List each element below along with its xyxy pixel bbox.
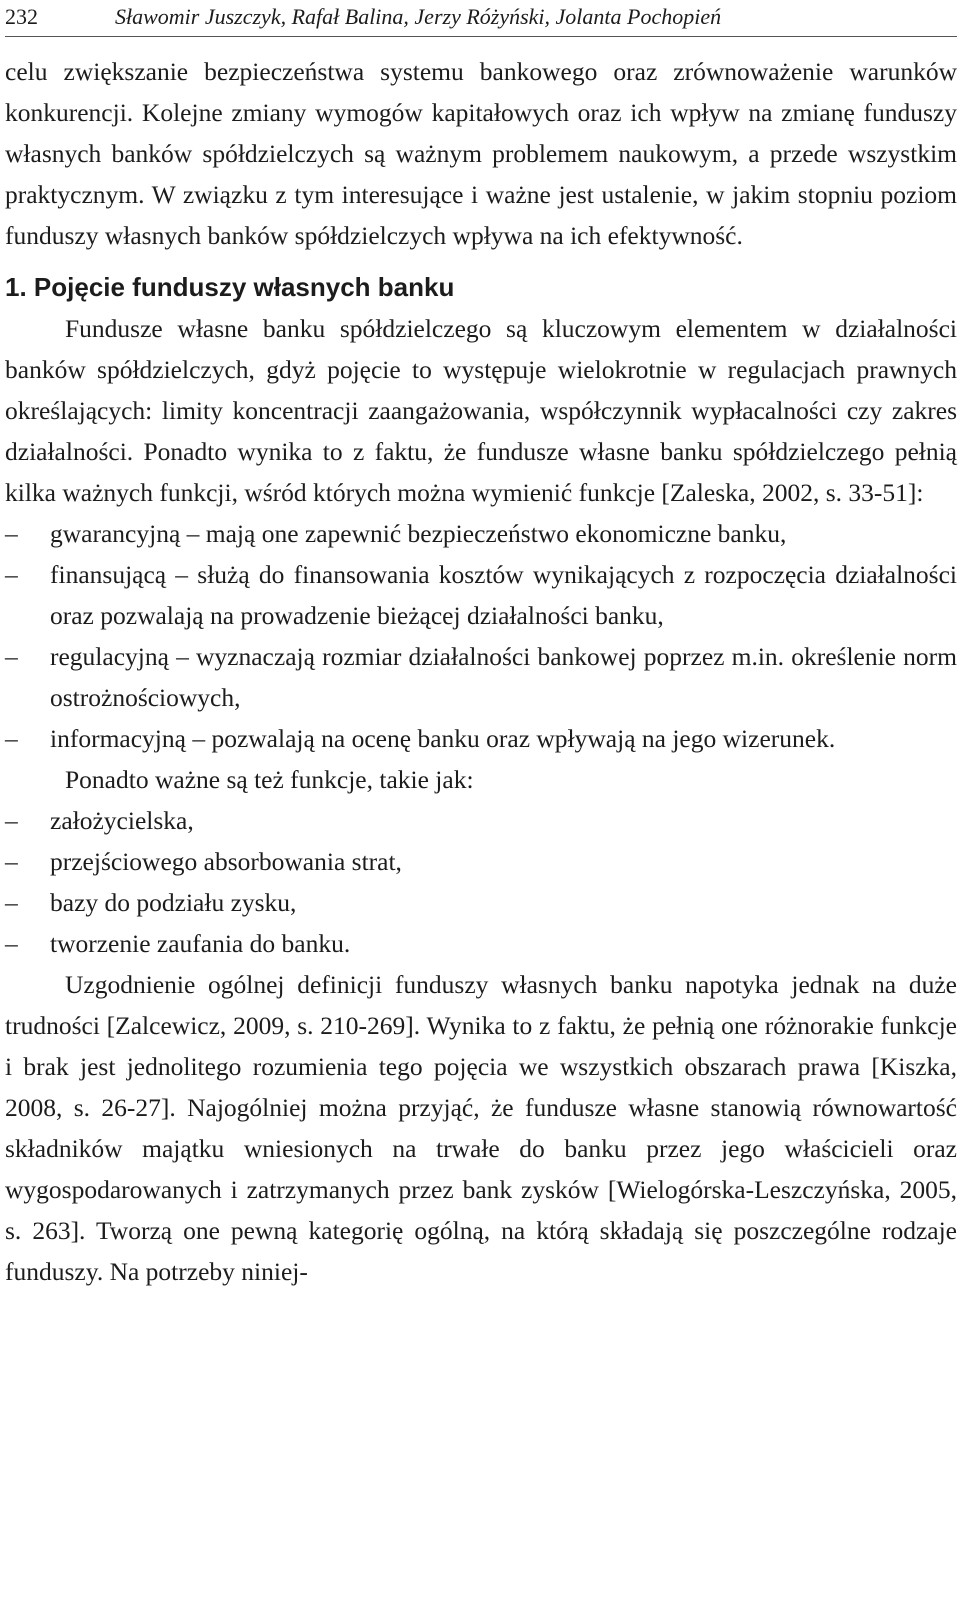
list-item-text: informacyjną – pozwalają na ocenę banku oraz wpływają na jego wizerunek. xyxy=(50,724,836,753)
running-header xyxy=(5,0,957,37)
list-item-trust xyxy=(5,923,957,964)
dash-bullet: – xyxy=(5,929,18,958)
dash-bullet: – xyxy=(5,847,18,876)
section-paragraph-1: Fundusze własne banku spółdzielczego są kluczowym elementem w działalności banków spółdzielczych, gdyż pojęcie to występuje wielokrotnie w regulacjach prawnych określających: limity koncentracji zaangażowania, współczynnik wypłacalności czy zakres działalności. Ponadto wynika to z faktu, że fundusze własne banku spółdzielczego pełnią kilka ważnych funkcji, wśród których można wymienić funkcje [Zaleska, 2002, s. 33-51]: xyxy=(5,314,957,507)
functions-list xyxy=(5,513,957,759)
list-item-founding xyxy=(5,800,957,841)
dash-bullet: – xyxy=(5,806,18,835)
dash-bullet: – xyxy=(5,519,18,548)
list-item-text: regulacyjną – wyznaczają rozmiar działalności bankowej poprzez m.in. określenie norm ostrożnościowych, xyxy=(50,642,957,712)
list-item-profit-distribution xyxy=(5,882,957,923)
header-authors: Sławomir Juszczyk, Rafał Balina, Jerzy Różyński, Jolanta Pochopień xyxy=(115,4,722,29)
list-item-text: przejściowego absorbowania strat, xyxy=(50,847,402,876)
dash-bullet: – xyxy=(5,642,18,671)
list-item-regulatory xyxy=(5,636,957,718)
section-paragraph-3: Uzgodnienie ogólnej definicji funduszy własnych banku napotyka jednak na duże trudności [Zalcewicz, 2009, s. 210-269]. Wynika to z faktu, że pełnią one różnorakie funkcje i brak jest jednolitego rozumienia tego pojęcia we wszystkich obszarach prawa [Kiszka, 2008, s. 26-27]. Najogólniej można przyjąć, że fundusze własne stanowią równowartość składników majątku wniesionych na trwałe do banku przez jego właścicieli oraz wygospodarowanych i zatrzymanych przez bank zysków [Wielogórska-Leszczyńska, 2005, s. 263]. Tworzą one pewną kategorię ogólną, na którą składają się poszczególne rodzaje funduszy. Na potrzeby niniej- xyxy=(5,970,957,1286)
list-item-guarantee xyxy=(5,513,957,554)
intro-paragraph: celu zwiększanie bezpieczeństwa systemu bankowego oraz zrównoważenie warunków konkurencji. Kolejne zmiany wymogów kapitałowych oraz ich wpływ na zmianę funduszy własnych banków spółdzielczych są ważnym problemem naukowym, a przede wszystkim praktycznym. W związku z tym interesujące i ważne jest ustalenie, w jakim stopniu poziom funduszy własnych banków spółdzielczych wpływa na ich efektywność. xyxy=(5,57,957,250)
body-text xyxy=(5,51,957,1292)
dash-bullet: – xyxy=(5,888,18,917)
section-heading: 1. Pojęcie funduszy własnych banku xyxy=(5,272,455,302)
list-item-financing xyxy=(5,554,957,636)
list-item-text: tworzenie zaufania do banku. xyxy=(50,929,351,958)
list-item-text: założycielska, xyxy=(50,806,194,835)
document-page xyxy=(5,0,957,1610)
additional-functions-list xyxy=(5,800,957,964)
section-paragraph-2: Ponadto ważne są też funkcje, takie jak: xyxy=(65,765,474,794)
dash-bullet: – xyxy=(5,724,18,753)
list-item-informational xyxy=(5,718,957,759)
dash-bullet: – xyxy=(5,560,18,589)
list-item-text: gwarancyjną – mają one zapewnić bezpieczeństwo ekonomiczne banku, xyxy=(50,519,787,548)
list-item-text: finansującą – służą do finansowania kosztów wynikających z rozpoczęcia działalności oraz pozwalają na prowadzenie bieżącej działalności banku, xyxy=(50,560,957,630)
list-item-text: bazy do podziału zysku, xyxy=(50,888,297,917)
list-item-loss-absorption xyxy=(5,841,957,882)
page-number: 232 xyxy=(5,4,38,29)
